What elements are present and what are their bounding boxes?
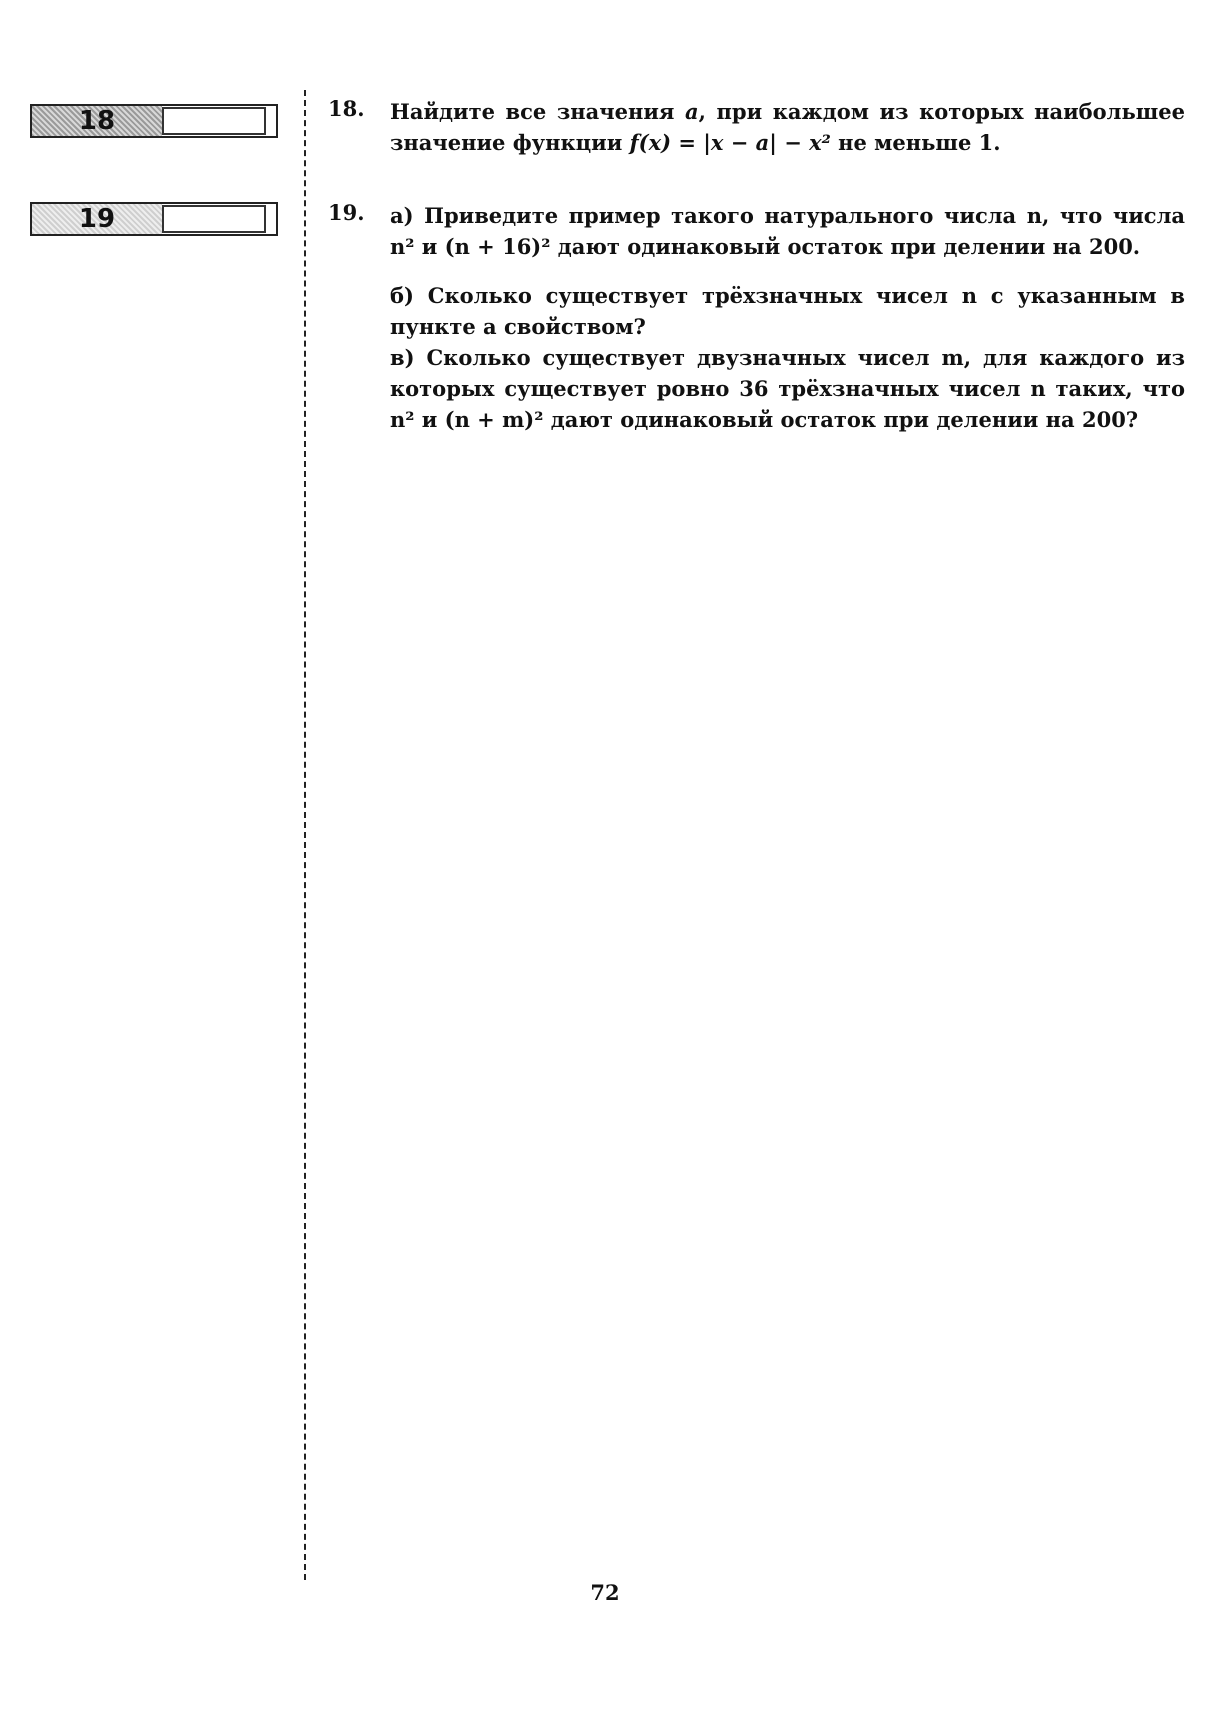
task-text-part: не меньше 1. [830, 130, 1001, 155]
variable-a: a [685, 99, 699, 124]
answer-box-number: 19 [32, 204, 162, 234]
answer-box-19 [30, 202, 278, 236]
task-19-part-c: в) Сколько существует двузначных чисел m, для каждого из которых существует ровно 36 трёхзначных чисел n таких, что n² и (n + m)² дают одинаковый остаток при делении на 200? [390, 345, 1185, 432]
answer-box-number: 18 [32, 106, 162, 136]
task-18-text [390, 96, 1185, 158]
function-formula: f(x) = |x − a| − x² [629, 130, 831, 155]
task-text-part: Найдите все значения [390, 99, 686, 124]
cut-line [304, 90, 306, 1580]
answer-box-18 [30, 104, 278, 138]
task-19-part-a: а) Приведите пример такого натурального числа n, что числа n² и (n + 16)² дают одинаковый остаток при делении на 200. [390, 203, 1185, 259]
page-number: 72 [590, 1580, 620, 1605]
answer-field-18[interactable] [162, 107, 266, 135]
task-19-part-b: б) Сколько существует трёхзначных чисел n с указанным в пункте a свойством? [390, 283, 1185, 339]
answer-field-19[interactable] [162, 205, 266, 233]
task-text-part: , при каждом из которых наибольшее значение функции [390, 99, 1186, 155]
task-number: 18. [328, 96, 365, 121]
task-number: 19. [328, 200, 365, 225]
